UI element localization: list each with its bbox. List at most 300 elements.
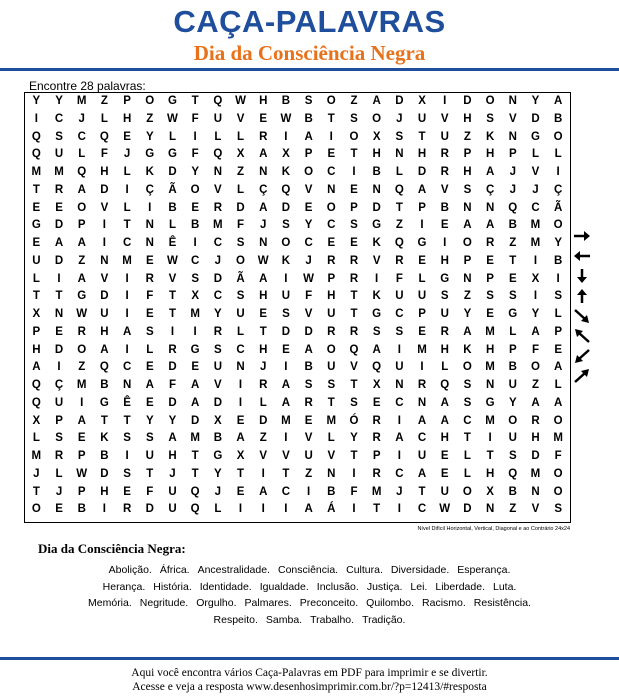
grid-letter: J <box>396 112 403 125</box>
grid-letter: Y <box>168 414 177 427</box>
grid-letter: S <box>236 237 245 249</box>
grid-letter: D <box>191 414 200 427</box>
grid-letter: W <box>280 112 292 125</box>
grid-letter: I <box>57 272 61 285</box>
grid-letter: V <box>531 166 540 178</box>
grid-letter: A <box>440 396 449 409</box>
grid-letter: P <box>486 272 494 285</box>
grid-letter: I <box>125 343 129 356</box>
grid-letter: P <box>350 201 358 214</box>
grid-letter: T <box>395 201 403 214</box>
grid-letter: P <box>327 272 336 285</box>
arrow-down-left-icon <box>572 348 592 364</box>
grid-letter: T <box>191 95 199 107</box>
grid-letter: S <box>554 290 562 303</box>
grid-letter: M <box>190 432 200 445</box>
grid-letter: F <box>531 343 539 356</box>
grid-letter: T <box>350 290 358 303</box>
grid-letter: E <box>418 325 426 338</box>
grid-letter: L <box>259 396 267 409</box>
word-item: História. <box>153 580 192 593</box>
grid-letter: M <box>530 237 541 249</box>
grid-letter: G <box>99 396 109 409</box>
grid-letter: R <box>485 237 495 249</box>
grid-letter: Q <box>508 201 518 214</box>
grid-letter: S <box>508 450 517 462</box>
grid-letter: Y <box>531 95 540 107</box>
grid-letter: I <box>80 396 84 409</box>
word-item: Memória. <box>88 597 132 609</box>
grid-letter: L <box>123 201 131 214</box>
grid-letter: R <box>213 201 222 214</box>
grid-letter: C <box>327 219 336 232</box>
grid-letter: Q <box>372 361 382 374</box>
grid-letter: H <box>463 112 472 125</box>
grid-letter: D <box>213 396 222 409</box>
grid-letter: U <box>508 379 517 391</box>
grid-letter: A <box>191 379 200 391</box>
word-item: Orgulho. <box>196 597 237 609</box>
grid-letter: B <box>281 95 291 107</box>
grid-letter: W <box>167 254 178 267</box>
grid-letter: G <box>31 219 41 232</box>
grid-letter: U <box>417 290 427 303</box>
word-list-title: Dia da Consciência Negra: <box>38 541 186 556</box>
grid-letter: A <box>554 396 563 409</box>
grid-letter: Z <box>78 361 86 374</box>
grid-letter: A <box>191 396 200 409</box>
grid-letter: F <box>100 148 108 161</box>
grid-letter: I <box>125 272 129 285</box>
word-item: Igualdade. <box>259 580 309 593</box>
grid-letter: H <box>327 290 336 303</box>
grid-letter: A <box>122 325 132 338</box>
grid-letter: X <box>214 414 222 427</box>
grid-letter: P <box>55 414 63 427</box>
grid-letter: J <box>78 112 85 125</box>
grid-letter: F <box>191 112 199 125</box>
grid-letter: U <box>145 450 154 462</box>
grid-letter: D <box>100 290 109 303</box>
grid-letter: A <box>463 325 472 338</box>
grid-letter: U <box>508 432 517 445</box>
word-item: Luta. <box>492 580 517 593</box>
grid-letter: Q <box>77 166 87 178</box>
grid-letter: D <box>281 325 291 338</box>
grid-letter: P <box>463 148 472 161</box>
grid-letter: S <box>350 112 358 125</box>
grid-letter: E <box>145 308 154 320</box>
grid-letter: O <box>553 485 563 498</box>
grid-letter: I <box>556 272 560 285</box>
grid-letter: I <box>420 219 424 232</box>
grid-letter: J <box>214 485 222 498</box>
grid-letter: O <box>530 361 540 374</box>
grid-letter: D <box>463 95 472 107</box>
grid-letter: A <box>259 201 268 214</box>
grid-letter: H <box>100 485 109 498</box>
instructions: Encontre 28 palavras: <box>29 79 146 93</box>
grid-letter: R <box>77 325 86 338</box>
grid-letter: S <box>508 290 517 303</box>
grid-letter: I <box>284 361 288 374</box>
grid-letter: I <box>261 503 265 516</box>
grid-letter: I <box>57 361 61 374</box>
grid-letter: U <box>327 361 336 374</box>
grid-letter: M <box>371 485 382 498</box>
grid-letter: G <box>440 272 450 285</box>
grid-letter: A <box>554 95 563 107</box>
word-item: Cultura. <box>346 564 383 576</box>
word-item: Racismo. <box>422 597 466 609</box>
grid-letter: Z <box>78 254 86 267</box>
grid-letter: Ç <box>554 183 563 196</box>
grid-letter: I <box>284 503 288 516</box>
grid-letter: Q <box>99 130 109 143</box>
grid-letter: U <box>100 308 109 320</box>
grid-letter: L <box>395 166 403 178</box>
arrow-left-icon <box>572 248 592 264</box>
grid-letter: A <box>77 237 86 249</box>
grid-letter: P <box>77 450 86 462</box>
grid-letter: Z <box>350 95 358 107</box>
grid-letter: P <box>32 325 41 338</box>
grid-letter: O <box>145 95 155 107</box>
grid-letter: K <box>281 254 291 267</box>
grid-letter: E <box>486 308 494 320</box>
grid-letter: X <box>32 308 41 320</box>
grid-letter: Q <box>99 361 109 374</box>
grid-letter: C <box>54 112 64 125</box>
grid-letter: I <box>261 467 265 480</box>
grid-letter: Q <box>190 503 200 516</box>
grid-letter: C <box>304 237 313 249</box>
grid-letter: B <box>77 503 86 516</box>
grid-letter: A <box>417 183 427 196</box>
grid-letter: T <box>32 290 40 303</box>
grid-letter: Q <box>31 148 41 161</box>
grid-letter: M <box>530 467 541 480</box>
grid-letter: G <box>508 308 518 320</box>
grid-letter: T <box>327 112 335 125</box>
footer <box>0 666 619 694</box>
word-item: Quilombo. <box>366 597 415 609</box>
grid-letter: C <box>531 201 540 214</box>
grid-letter: O <box>31 503 41 516</box>
grid-letter: M <box>122 254 132 267</box>
grid-letter: P <box>508 148 517 161</box>
grid-letter: L <box>554 308 562 320</box>
grid-letter: U <box>213 361 222 374</box>
grid-letter: I <box>125 183 129 196</box>
grid-letter: I <box>352 467 356 480</box>
grid-letter: D <box>54 254 64 267</box>
grid-letter: S <box>463 396 472 409</box>
grid-letter: G <box>190 343 200 356</box>
grid-letter: V <box>214 183 222 196</box>
grid-letter: L <box>123 166 131 178</box>
grid-letter: N <box>395 379 404 391</box>
grid-letter: T <box>463 432 471 445</box>
grid-letter: H <box>440 343 449 356</box>
grid-letter: M <box>530 219 541 232</box>
grid-letter: L <box>554 148 562 161</box>
grid-letter: Ç <box>259 183 268 196</box>
grid-letter: R <box>122 503 132 516</box>
grid-letter: B <box>100 379 109 391</box>
grid-letter: U <box>395 290 404 303</box>
grid-letter: W <box>303 272 315 285</box>
word-search-grid <box>25 93 570 519</box>
grid-letter: Ã <box>168 183 177 196</box>
grid-letter: O <box>553 130 563 143</box>
grid-letter: T <box>259 325 267 338</box>
grid-letter: A <box>54 237 64 249</box>
grid-letter: V <box>304 432 313 445</box>
grid-letter: K <box>281 166 291 178</box>
grid-letter: R <box>349 272 359 285</box>
grid-letter: Y <box>531 308 540 320</box>
grid-letter: O <box>553 219 563 232</box>
grid-letter: T <box>327 396 335 409</box>
grid-letter: B <box>508 219 517 232</box>
grid-letter: A <box>259 148 268 161</box>
grid-letter: E <box>55 201 63 214</box>
word-item: Tradição. <box>362 613 406 626</box>
grid-letter: H <box>372 148 381 161</box>
grid-letter: R <box>372 414 381 427</box>
grid-letter: G <box>417 237 427 249</box>
grid-letter: E <box>282 343 290 356</box>
grid-letter: J <box>260 219 267 232</box>
grid-letter: A <box>395 432 404 445</box>
grid-letter: A <box>372 343 381 356</box>
grid-letter: X <box>236 148 245 161</box>
grid-letter: V <box>259 450 268 462</box>
grid-letter: R <box>531 414 540 427</box>
grid-letter: C <box>463 414 472 427</box>
grid-letter: D <box>531 450 540 462</box>
grid-letter: M <box>76 379 87 391</box>
grid-letter: K <box>372 290 381 303</box>
grid-letter: R <box>168 343 177 356</box>
grid-letter: H <box>122 112 132 125</box>
grid-letter: N <box>100 254 109 267</box>
grid-letter: U <box>304 450 313 462</box>
grid-letter: R <box>145 272 154 285</box>
grid-letter: E <box>191 201 199 214</box>
grid-letter: M <box>485 361 495 374</box>
grid-letter: E <box>350 183 358 196</box>
grid-letter: G <box>145 148 155 161</box>
grid-letter: V <box>282 450 290 462</box>
grid-letter: S <box>55 432 63 445</box>
grid-letter: E <box>259 308 268 320</box>
grid-letter: S <box>463 379 472 391</box>
grid-letter: H <box>485 467 495 480</box>
grid-letter: I <box>148 201 152 214</box>
word-item: Justiça. <box>366 580 403 593</box>
grid-letter: T <box>418 130 426 143</box>
grid-letter: A <box>259 485 268 498</box>
grid-letter: E <box>440 450 449 462</box>
grid-letter: A <box>32 361 41 374</box>
grid-letter: N <box>54 308 64 320</box>
grid-letter: N <box>485 503 495 516</box>
grid-letter: L <box>237 325 245 338</box>
grid-letter: S <box>350 219 358 232</box>
grid-letter: N <box>145 237 154 249</box>
grid-letter: J <box>305 254 312 267</box>
grid-letter: E <box>327 148 336 161</box>
grid-letter: S <box>463 183 472 196</box>
grid-letter: L <box>214 130 222 143</box>
grid-letter: J <box>396 485 403 498</box>
grid-letter: H <box>485 148 495 161</box>
grid-letter: V <box>214 379 222 391</box>
grid-letter: I <box>193 237 197 249</box>
grid-letter: L <box>55 467 63 480</box>
grid-letter: D <box>54 343 64 356</box>
word-item: Diversidade. <box>390 564 450 576</box>
grid-letter: A <box>417 467 427 480</box>
grid-letter: L <box>146 343 154 356</box>
grid-letter: S <box>145 325 154 338</box>
grid-letter: C <box>395 467 404 480</box>
grid-letter: G <box>372 308 382 320</box>
grid-letter: Q <box>281 183 291 196</box>
grid-letter: M <box>31 166 42 178</box>
grid-letter: Z <box>237 166 245 178</box>
grid-letter: R <box>349 254 359 267</box>
grid-letter: V <box>168 272 177 285</box>
grid-letter: I <box>284 432 288 445</box>
grid-letter: A <box>77 272 86 285</box>
grid-letter: L <box>214 503 222 516</box>
grid-letter: L <box>441 361 449 374</box>
grid-letter: Ç <box>485 183 495 196</box>
grid-letter: C <box>395 396 404 409</box>
grid-letter: A <box>531 325 540 338</box>
grid-letter: L <box>531 148 539 161</box>
grid-letter: T <box>146 467 154 480</box>
grid-letter: V <box>531 503 540 516</box>
grid-letter: S <box>395 325 404 338</box>
grid-letter: J <box>169 467 176 480</box>
grid-letter: A <box>168 432 177 445</box>
grid-letter: H <box>440 432 449 445</box>
grid-letter: E <box>418 254 426 267</box>
grid-letter: X <box>32 414 41 427</box>
grid-letter: I <box>443 237 447 249</box>
grid-letter: Q <box>394 183 404 196</box>
grid-letter: E <box>350 237 358 249</box>
grid-letter: A <box>554 361 563 374</box>
word-item: Ancestralidade. <box>197 564 270 576</box>
grid-letter: F <box>554 450 562 462</box>
grid-letter: S <box>191 272 199 285</box>
grid-letter: E <box>304 414 313 427</box>
grid-letter: S <box>554 503 562 516</box>
grid-letter: N <box>327 183 336 196</box>
grid-letter: U <box>213 112 222 125</box>
grid-letter: I <box>102 237 106 249</box>
grid-letter: L <box>463 467 471 480</box>
grid-letter: T <box>237 467 245 480</box>
grid-letter: I <box>125 290 129 303</box>
grid-letter: N <box>485 379 495 391</box>
grid-letter: Q <box>31 396 41 409</box>
grid-letter: P <box>508 343 517 356</box>
grid-letter: Y <box>145 130 154 143</box>
grid-letter: M <box>485 414 495 427</box>
grid-letter: B <box>508 361 517 374</box>
grid-letter: D <box>531 112 540 125</box>
grid-letter: Z <box>305 467 313 480</box>
grid-letter: M <box>281 414 291 427</box>
grid-letter: M <box>213 219 223 232</box>
grid-letter: N <box>327 467 336 480</box>
grid-letter: N <box>259 237 268 249</box>
grid-letter: R <box>372 432 381 445</box>
grid-letter: Ç <box>145 183 154 196</box>
grid-letter: I <box>193 325 197 338</box>
grid-letter: H <box>259 290 268 303</box>
grid-letter: A <box>372 95 381 107</box>
grid-letter: N <box>417 396 427 409</box>
grid-letter: S <box>214 343 222 356</box>
grid-letter: Z <box>395 219 403 232</box>
grid-letter: L <box>418 272 426 285</box>
grid-letter: N <box>508 130 517 143</box>
arrow-down-icon <box>572 268 592 284</box>
grid-letter: X <box>282 148 290 161</box>
grid-letter: Y <box>55 95 63 107</box>
word-list-line <box>20 612 599 629</box>
grid-letter: T <box>350 148 358 161</box>
grid-letter: J <box>214 254 222 267</box>
grid-letter: A <box>145 379 154 391</box>
grid-letter: S <box>440 290 449 303</box>
grid-letter: Q <box>213 148 223 161</box>
grid-letter: S <box>486 290 494 303</box>
top-divider <box>0 68 619 71</box>
grid-letter: A <box>304 503 313 516</box>
word-item: Liberdade. <box>435 580 485 593</box>
grid-letter: S <box>304 95 313 107</box>
grid-letter: I <box>238 396 243 409</box>
grid-letter: D <box>168 166 177 178</box>
grid-letter: Q <box>31 379 41 391</box>
grid-letter: R <box>440 148 449 161</box>
grid-letter: V <box>372 254 381 267</box>
arrow-right-icon <box>572 228 592 244</box>
grid-letter: D <box>213 272 222 285</box>
grid-letter: V <box>100 201 109 214</box>
grid-letter: G <box>485 396 495 409</box>
grid-letter: H <box>168 450 177 462</box>
grid-letter: O <box>190 183 200 196</box>
grid-letter: Z <box>509 237 517 249</box>
grid-letter: D <box>54 219 64 232</box>
grid-letter: B <box>213 432 222 445</box>
grid-letter: E <box>372 396 381 409</box>
grid-letter: V <box>100 272 109 285</box>
grid-letter: P <box>372 450 381 462</box>
word-item: Palmares. <box>244 597 292 609</box>
grid-letter: F <box>395 272 403 285</box>
grid-letter: S <box>304 379 313 391</box>
